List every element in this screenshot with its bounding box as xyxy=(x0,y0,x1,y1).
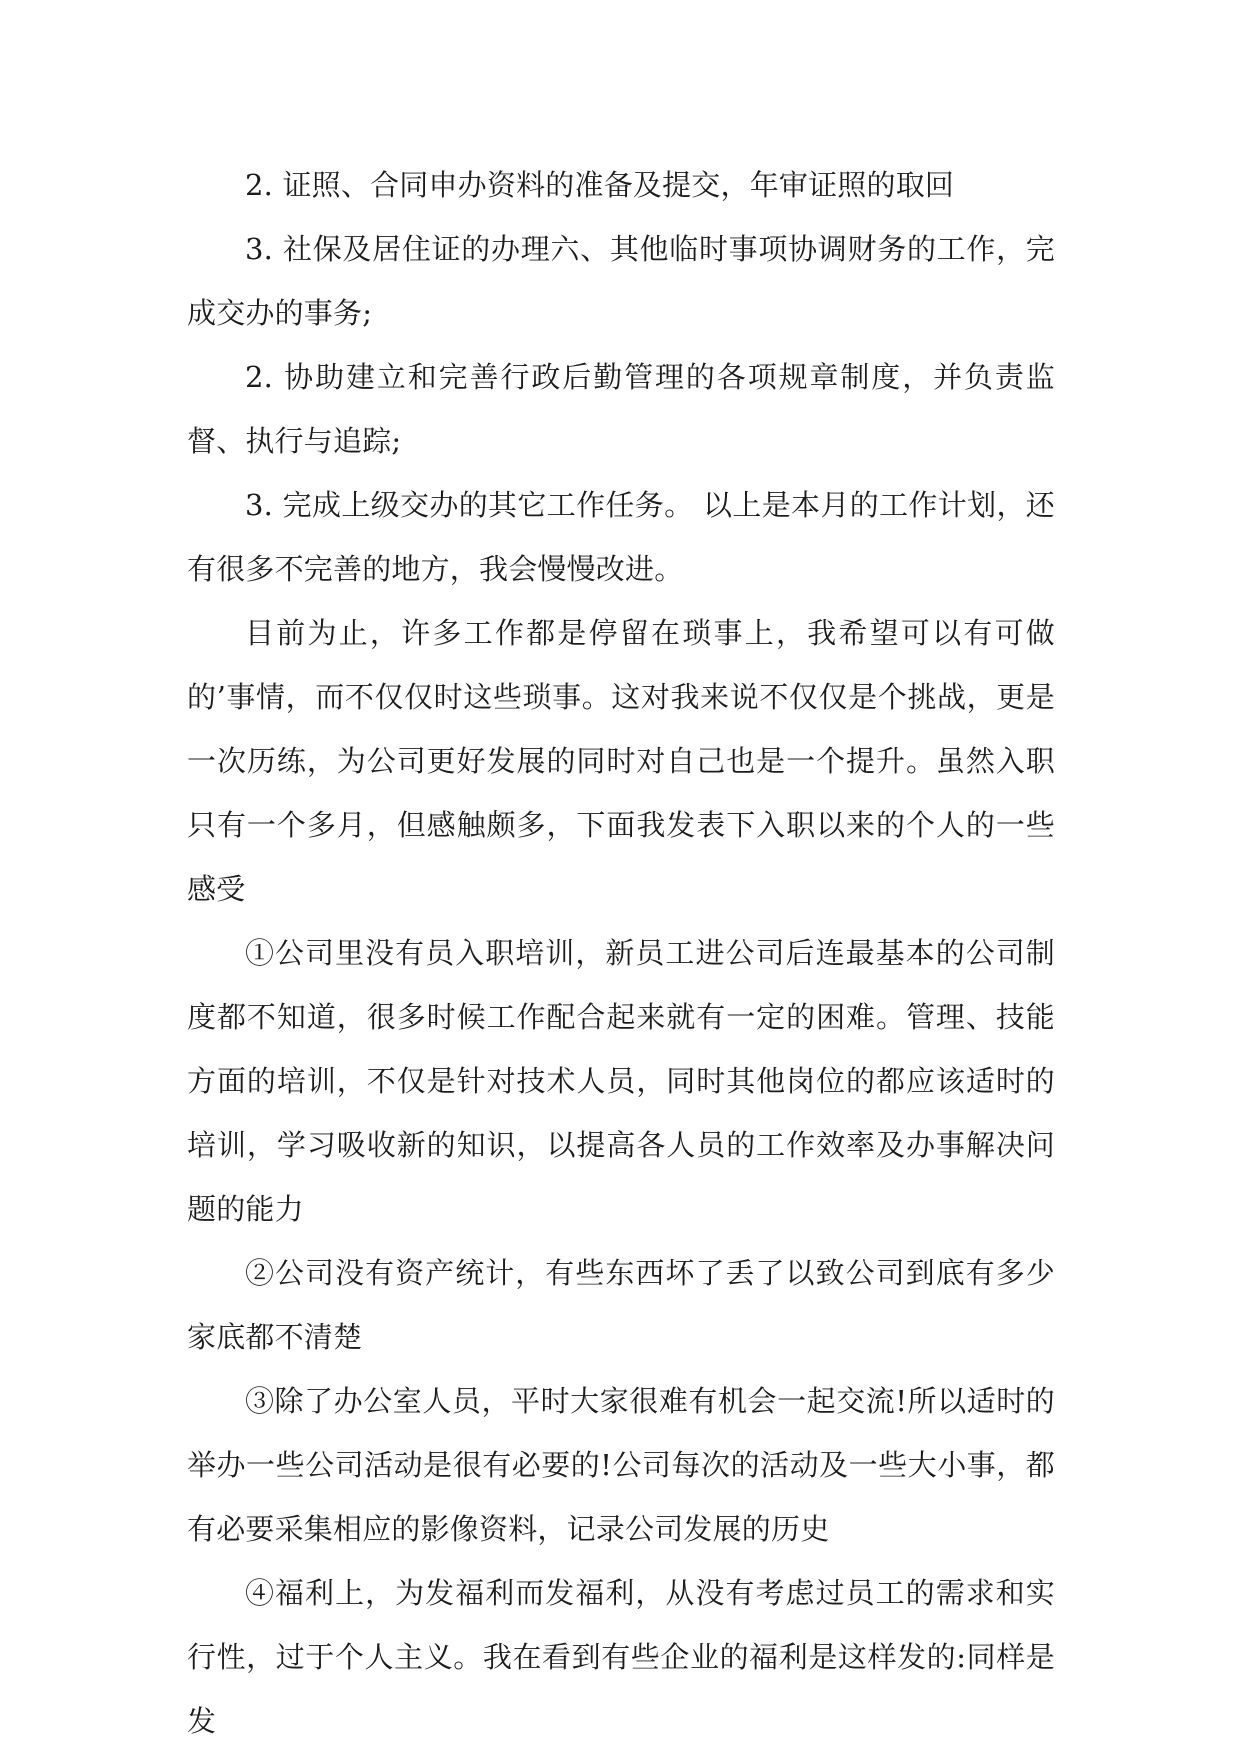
paragraph-other-tasks: 3. 完成上级交办的其它工作任务。 以上是本月的工作计划，还有很多不完善的地方，我会慢慢改进。 xyxy=(187,488,1055,586)
paragraph-asset-stats: ②公司没有资产统计，有些东西坏了丢了以致公司到底有多少家底都不清楚 xyxy=(187,1256,1055,1354)
paragraph-reflection: 目前为止，许多工作都是停留在琐事上，我希望可以有可做的’事情，而不仅仅时这些琐事。这对我来说不仅仅是个挑战，更是一次历练，为公司更好发展的同时对自己也是一个提升。虽然入职只有一个多月，但感触颇多，下面我发表下入职以来的个人的一些感受 xyxy=(187,616,1055,906)
paragraph-activities: ③除了办公室人员，平时大家很难有机会一起交流!所以适时的举办一些公司活动是很有必要的!公司每次的活动及一些大小事，都有必要采集相应的影像资料，记录公司发展的历史 xyxy=(187,1384,1055,1546)
paragraph-welfare: ④福利上，为发福利而发福利，从没有考虑过员工的需求和实行性，过于个人主义。我在看到有些企业的福利是这样发的:同样是发 xyxy=(187,1576,1055,1738)
paragraph-cert-contract: 2. 证照、合同申办资料的准备及提交，年审证照的取回 xyxy=(245,168,955,202)
paragraph-social-security: 3. 社保及居住证的办理六、其他临时事项协调财务的工作，完成交办的事务; xyxy=(187,232,1055,330)
paragraph-admin-rules: 2. 协助建立和完善行政后勤管理的各项规章制度，并负责监督、执行与追踪; xyxy=(187,360,1055,458)
paragraph-training: ①公司里没有员入职培训，新员工进公司后连最基本的公司制度都不知道，很多时候工作配合起来就有一定的困难。管理、技能方面的培训，不仅是针对技术人员，同时其他岗位的都应该适时的培训，学习吸收新的知识，以提高各人员的工作效率及办事解决问题的能力 xyxy=(187,936,1055,1226)
document-body xyxy=(187,153,1055,1753)
